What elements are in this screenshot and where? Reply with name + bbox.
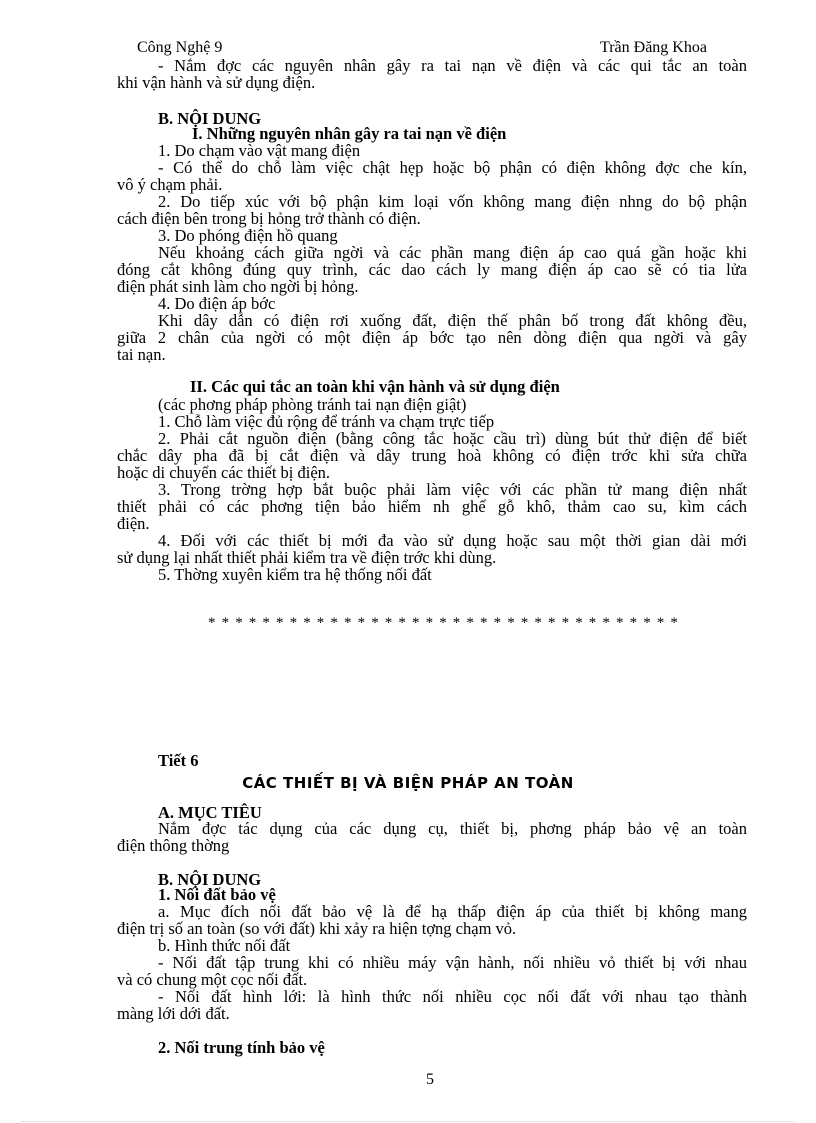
text-line: 2. Phải cắt nguồn điện (bằng công tắc hoặc cầu trì) dùng bút thử điện để biết: [158, 429, 747, 448]
text-line: 4. Đối với các thiết bị mới đa vào sử dụng hoặc sau một thời gian dài mới: [158, 531, 747, 550]
text-line: cách điện bên trong bị hỏng trở thành có điện.: [117, 209, 421, 228]
text-line: - Nối đất tập trung khi có nhiều máy vận hành, nối nhiều vỏ thiết bị với nhau: [158, 953, 747, 972]
lesson-title: CÁC THIẾT BỊ VÀ BIỆN PHÁP AN TOÀN: [242, 774, 574, 792]
text-line: vô ý chạm phải.: [117, 175, 223, 194]
text-line: hoặc di chuyển các thiết bị điện.: [117, 463, 331, 482]
text-line: tai nạn.: [117, 345, 166, 364]
section-heading: I. Những nguyên nhân gây ra tai nạn về điện: [192, 124, 507, 143]
page-bottom-divider: [22, 1121, 794, 1122]
section-heading: B. NỘI DUNG: [158, 109, 262, 128]
lesson-label: Tiết 6: [158, 751, 199, 770]
text-line: đóng cắt không đúng quy trình, các dao cách ly mang điện áp cao sẽ có tia lửa: [117, 260, 747, 279]
text-line: điện.: [117, 514, 150, 533]
text-line: điện thông thờng: [117, 836, 230, 855]
text-line: sử dụng lại nhất thiết phải kiểm tra về điện trớc khi dùng.: [117, 548, 497, 567]
section-heading: II. Các qui tắc an toàn khi vận hành và sử dụng điện: [190, 377, 560, 396]
subsection-heading: 2. Nối trung tính bảo vệ: [158, 1038, 325, 1057]
text-line: 1. Chỗ làm việc đủ rộng để tránh va chạm trực tiếp: [158, 412, 495, 431]
text-line: thiết phải có các phơng tiện bảo hiểm nh ghế gỗ khô, thảm cao su, kìm cách: [117, 497, 747, 516]
text-line: và có chung một cọc nối đất.: [117, 970, 308, 989]
text-line: Khi dây dẫn có điện rơi xuống đất, điện thế phân bố trong đất không đều,: [158, 311, 747, 330]
text-line: 5. Thờng xuyên kiểm tra hệ thống nối đất: [158, 565, 432, 584]
text-line: b. Hình thức nối đất: [158, 936, 291, 955]
text-line: điện trị số an toàn (so với đất) khi xảy ra hiện tợng chạm vỏ.: [117, 919, 517, 938]
text-line: điện phát sinh làm cho ngời bị hỏng.: [117, 277, 359, 296]
page-number: 5: [426, 1071, 434, 1088]
text-line: 3. Do phóng điện hồ quang: [158, 226, 338, 245]
text-line: - Nắm đợc các nguyên nhân gây ra tai nạn về điện và các qui tắc an toàn: [158, 56, 747, 75]
separator-stars: ***********************************: [208, 615, 684, 631]
text-line: 2. Do tiếp xúc với bộ phận kim loại vốn không mang điện nhng do bộ phận: [158, 192, 747, 211]
text-line: Nắm đợc tác dụng của các dụng cụ, thiết bị, phơng pháp bảo vệ an toàn: [158, 819, 747, 838]
text-line: a. Mục đích nối đất bảo vệ là để hạ thấp điện áp của thiết bị không mang: [158, 902, 747, 921]
text-line: giữa 2 chân của ngời có một điện áp bớc tạo nên dòng điện qua ngời và gây: [117, 328, 747, 347]
text-line: 4. Do điện áp bớc: [158, 294, 276, 313]
section-heading: A. MỤC TIÊU: [158, 803, 262, 822]
text-line: khi vận hành và sử dụng điện.: [117, 73, 316, 92]
header-left: Công Nghệ 9: [137, 39, 223, 56]
text-line: 3. Trong trờng hợp bắt buộc phải làm việc với các phần tử mang điện nhất: [158, 480, 747, 499]
header-right: Trần Đăng Khoa: [600, 39, 707, 56]
text-line: Nếu khoảng cách giữa ngời và các phần mang điện áp cao quá gần hoặc khi: [158, 243, 747, 262]
text-line: - Có thể do chỗ làm việc chật hẹp hoặc bộ phận có điện không đợc che kín,: [158, 158, 747, 177]
text-line: màng lới dới đất.: [117, 1004, 230, 1023]
text-line: - Nối đất hình lới: là hình thức nối nhiều cọc nối đất với nhau tạo thành: [158, 987, 747, 1006]
section-heading: B. NỘI DUNG: [158, 870, 262, 889]
subsection-heading: 1. Nối đất bảo vệ: [158, 885, 276, 904]
text-line: (các phơng pháp phòng tránh tai nạn điện giật): [158, 395, 467, 414]
text-line: chắc dây pha đã bị cắt điện và dây trung hoà không có điện trớc khi sửa chữa: [117, 446, 747, 465]
text-line: 1. Do chạm vào vật mang điện: [158, 141, 361, 160]
